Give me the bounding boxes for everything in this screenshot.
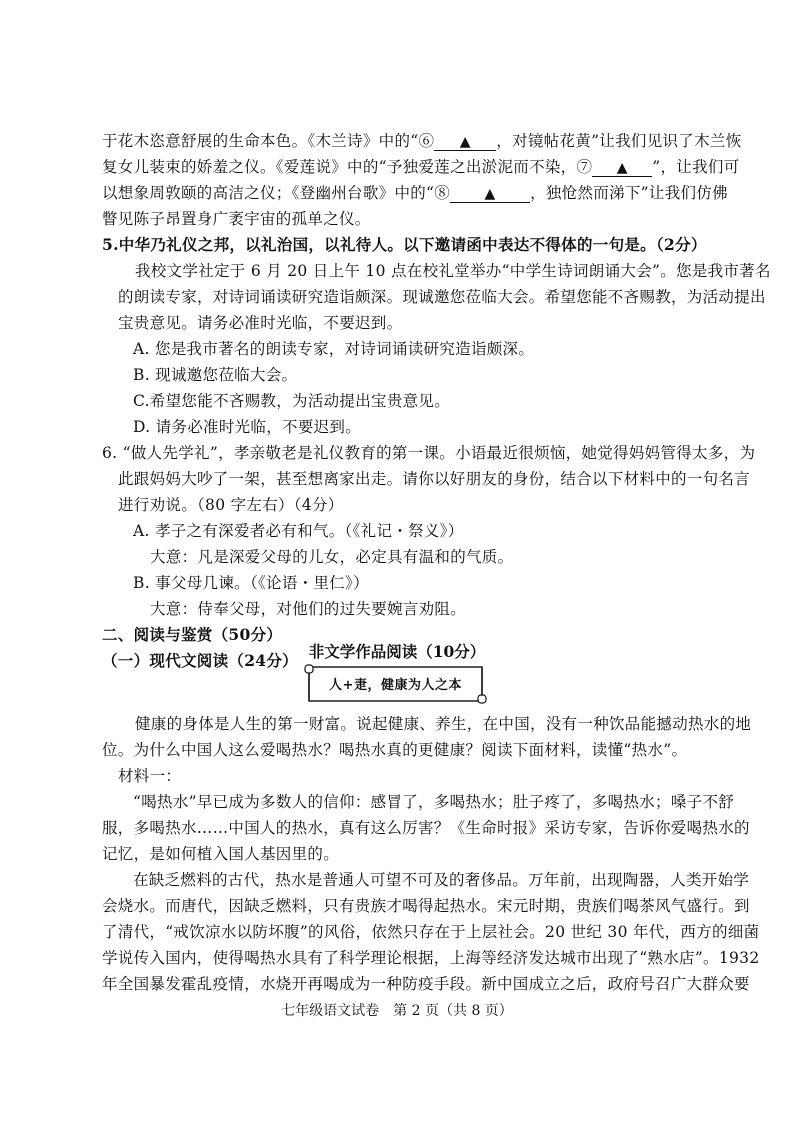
material-line-4: 在缺乏燃料的古代，热水是普通人可望不可及的奢侈品。万年前，出现陶器，人类开始学 — [133, 871, 750, 889]
q6-option-a-note: 大意：凡是深爱父母的儿女，必定具有温和的气质。 — [150, 548, 514, 566]
q5-option-d[interactable]: D. 请务必准时光临，不要迟到。 — [133, 418, 362, 436]
q5-option-b[interactable]: B. 现诚邀您莅临大会。 — [133, 366, 298, 384]
q6-option-a: A. 孝子之有深爱者必有和气。（《礼记・祭义》） — [133, 522, 464, 540]
reading-intro-line-2: 位。为什么中国人这么爱喝热水？喝热水真的更健康？阅读下面材料，读懂“热水”。 — [102, 741, 688, 759]
q5-option-c[interactable]: C.希望您能不吝赐教，为活动提出宝贵意见。 — [133, 392, 451, 410]
subsection-heading: （一）现代文阅读（24分） — [102, 651, 298, 670]
q5-invite-line-2: 的朗读专家，对诗词诵读研究造诣颇深。现诚邀您莅临大会。希望您能不吝赐教，为活动提出 — [118, 288, 766, 306]
q6-option-b-note: 大意：侍奉父母，对他们的过失要婉言劝阻。 — [150, 600, 467, 618]
material-line-7: 学说传入国内，使得喝热水具有了科学理论根据，上海等经济发达城市出现了“熟水店”。1932 — [102, 949, 760, 967]
q4-line-4: 瞥见陈子昂置身广袤宇宙的孤单之仪。 — [102, 210, 371, 228]
q5-option-a[interactable]: A. 您是我市著名的朗读专家，对诗词诵读研究造诣颇深。 — [133, 340, 535, 358]
q5-title: 5.中华乃礼仪之邦，以礼治国，以礼待人。以下邀请函中表达不得体的一句是。（2分） — [102, 235, 707, 254]
material-line-3: 记忆，是如何植入国人基因里的。 — [102, 845, 340, 863]
q6-line-2: 此跟妈妈大吵了一架，甚至想离家出走。请你以好朋友的身份，结合以下材料中的一句名言 — [118, 470, 751, 488]
material-label: 材料一： — [118, 767, 182, 785]
reading-intro-line-1: 健康的身体是人生的第一财富。说起健康、养生，在中国，没有一种饮品能撼动热水的地 — [135, 715, 752, 733]
q6-line-1: 6. “做人先学礼”，孝亲敬老是礼仪教育的第一课。小语最近很烦恼，她觉得妈妈管得太多，为 — [102, 444, 756, 462]
scroll-title: 人+疌，健康为人之本 — [329, 678, 462, 693]
q6-line-3: 进行劝说。（80 字左右）（4分） — [118, 496, 344, 514]
answer-blank-6[interactable]: ▲ — [434, 134, 496, 151]
q5-invite-line-3: 宝贵意见。请务必准时光临，不要迟到。 — [118, 314, 403, 332]
material-line-2: 服，多喝热水……中国人的热水，真有这么厉害？《生命时报》采访专家，告诉你爱喝热水的 — [102, 819, 750, 837]
q4-line-1: 于花木恣意舒展的生命本色。《木兰诗》中的“⑥ ▲ ，对镜帖花黄”让我们见识了木兰恢 — [102, 132, 742, 150]
q4-line-2: 复女儿装束的娇羞之仪。《爱莲说》中的“予独爱莲之出淤泥而不染，⑦ ▲ ”，让我们可 — [102, 158, 740, 176]
answer-blank-8[interactable]: ▲ — [450, 186, 530, 203]
nonliterary-heading: 非文学作品阅读（10分） — [308, 642, 486, 661]
page-footer: 七年级语文试卷 第 2 页（共 8 页） — [281, 1003, 513, 1019]
q5-invite-line-1: 我校文学社定于 6 月 20 日上午 10 点在校礼堂举办“中学生诗词朗诵大会”。您是我市著名 — [135, 262, 771, 280]
material-line-6: 了清代，“戒饮凉水以防坏腹”的风俗，依然只存在于上层社会。20 世纪 30 年代，西方的细菌 — [102, 923, 760, 941]
answer-blank-7[interactable]: ▲ — [592, 160, 652, 177]
title-scroll-banner — [303, 664, 488, 704]
material-line-1: “喝热水”早已成为多数人的信仰：感冒了，多喝热水；肚子疼了，多喝热水；嗓子不舒 — [133, 793, 735, 811]
q6-option-b: B. 事父母几谏。（《论语・里仁》） — [133, 574, 369, 592]
q4-line-3: 以想象周敦颐的高洁之仪；《登幽州台歌》中的“⑧ ▲ ，独怆然而涕下”让我们仿佛 — [102, 184, 728, 202]
material-line-8: 年全国暴发霍乱疫情，水烧开再喝成为一种防疫手段。新中国成立之后，政府号召广大群众要 — [102, 975, 750, 993]
section-heading: 二、阅读与鉴赏（50分） — [102, 625, 283, 644]
material-line-5: 会烧水。而唐代，因缺乏燃料，只有贵族才喝得起热水。宋元时期，贵族们喝茶风气盛行。到 — [102, 897, 750, 915]
